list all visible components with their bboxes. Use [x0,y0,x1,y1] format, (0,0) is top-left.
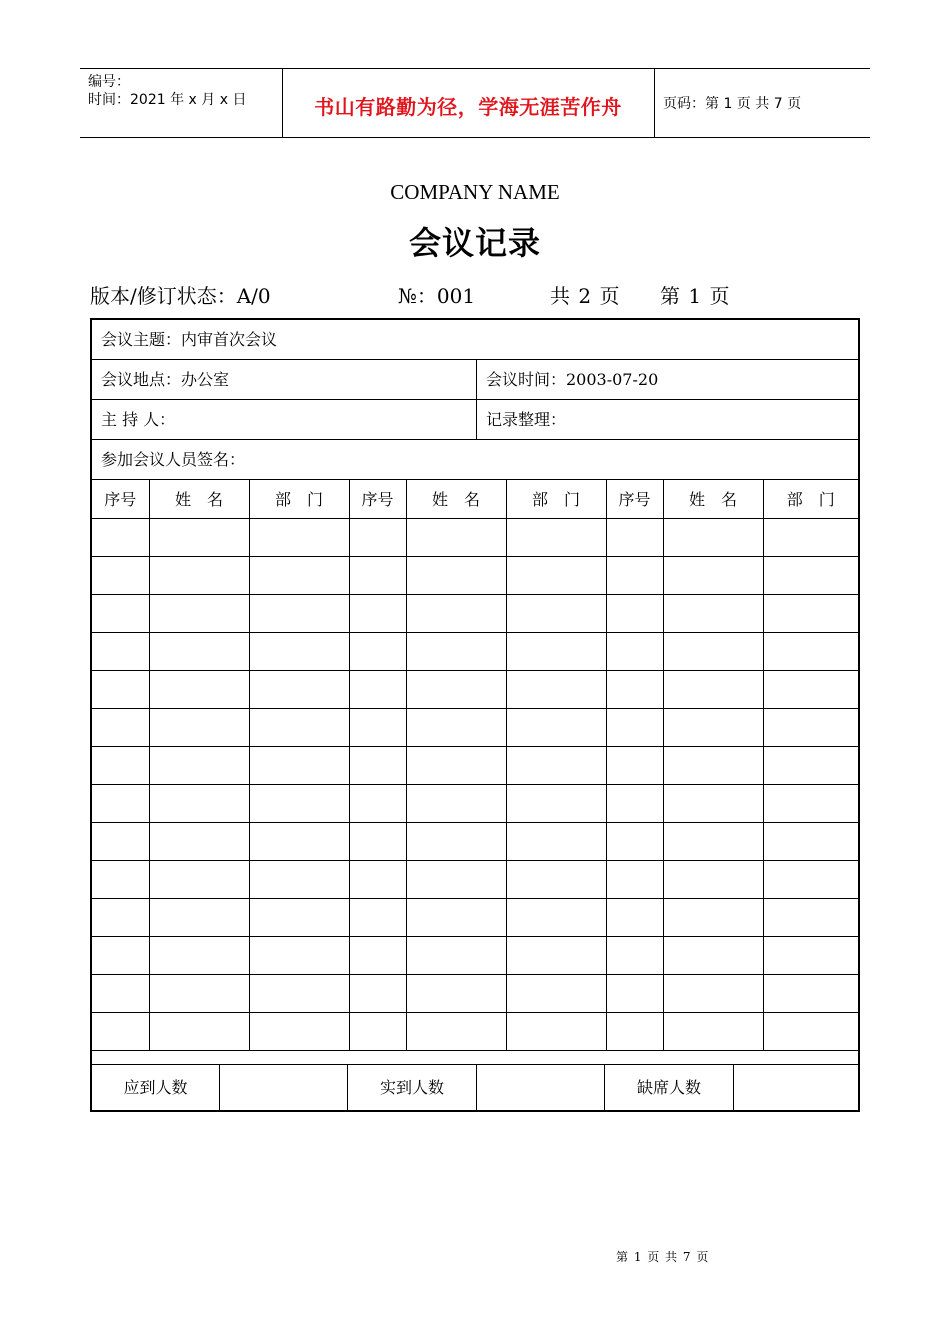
attendee-cell[interactable] [92,594,149,632]
attendee-cell[interactable] [406,860,506,898]
column-header: 序号 [92,480,149,518]
attendee-cell[interactable] [606,784,663,822]
attendee-cell[interactable] [249,784,349,822]
version-status: 版本/修订状态：A/0 [90,284,271,308]
attendee-cell[interactable] [249,936,349,974]
attendee-cell[interactable] [506,670,606,708]
attendance-counts-row [92,1064,858,1110]
attendee-cell[interactable] [149,708,249,746]
attendee-cell[interactable] [249,860,349,898]
attendee-cell[interactable] [763,898,858,936]
attendee-cell[interactable] [349,632,406,670]
attendee-cell[interactable] [249,974,349,1012]
attendee-cell[interactable] [606,670,663,708]
attendee-cell[interactable] [249,518,349,556]
attendee-cell[interactable] [349,708,406,746]
attendees-label: 参加会议人员签名： [101,450,246,469]
attendee-cell[interactable] [506,632,606,670]
attendee-row [92,1012,858,1050]
attendee-cell[interactable] [506,822,606,860]
attendee-table-header [92,480,858,518]
attendee-cell[interactable] [249,594,349,632]
attendee-cell[interactable] [663,594,763,632]
attendee-cell[interactable] [406,746,506,784]
attendee-cell[interactable] [763,632,858,670]
attendee-cell[interactable] [249,670,349,708]
attendee-row [92,670,858,708]
attendee-cell[interactable] [606,518,663,556]
absent-count-label: 缺席人数 [605,1065,734,1110]
attendee-cell[interactable] [663,746,763,784]
attendee-cell[interactable] [406,556,506,594]
attendee-cell[interactable] [763,784,858,822]
attendee-cell[interactable] [506,518,606,556]
column-header: 序号 [606,480,663,518]
attendee-cell[interactable] [149,518,249,556]
attendee-cell[interactable] [606,822,663,860]
attendee-row [92,518,858,556]
attendee-cell[interactable] [149,974,249,1012]
attendee-cell[interactable] [349,670,406,708]
column-header: 部 门 [506,480,606,518]
company-name: COMPANY NAME [390,180,560,204]
attendee-cell[interactable] [249,1012,349,1050]
attendee-cell[interactable] [663,860,763,898]
attendee-cell[interactable] [763,670,858,708]
attendee-table [92,480,858,1051]
attendee-cell[interactable] [663,974,763,1012]
attendee-cell[interactable] [92,784,149,822]
column-header: 姓 名 [149,480,249,518]
attendee-row [92,708,858,746]
expected-count-value[interactable] [220,1065,348,1110]
attendee-row [92,556,858,594]
attendee-row [92,936,858,974]
attendee-cell[interactable] [506,936,606,974]
attendee-cell[interactable] [606,708,663,746]
attendee-cell[interactable] [763,708,858,746]
attendee-cell[interactable] [92,822,149,860]
actual-count-value[interactable] [477,1065,605,1110]
attendee-cell[interactable] [349,518,406,556]
attendee-cell[interactable] [349,784,406,822]
attendee-cell[interactable] [663,1012,763,1050]
meeting-time: 会议时间：2003-07-20 [486,370,659,389]
page-footer: 第 1 页 共 7 页 [616,1250,710,1264]
column-header: 姓 名 [406,480,506,518]
attendee-cell[interactable] [506,898,606,936]
attendee-cell[interactable] [406,518,506,556]
expected-count-label: 应到人数 [92,1065,220,1110]
attendee-cell[interactable] [406,822,506,860]
attendee-cell[interactable] [92,556,149,594]
attendee-cell[interactable] [149,1012,249,1050]
column-header: 序号 [349,480,406,518]
attendee-cell[interactable] [406,784,506,822]
attendee-cell[interactable] [406,898,506,936]
attendee-cell[interactable] [506,594,606,632]
attendee-cell[interactable] [506,708,606,746]
meeting-location: 会议地点：办公室 [101,370,230,389]
attendee-cell[interactable] [663,784,763,822]
attendee-cell[interactable] [663,670,763,708]
host-recorder-row [92,400,858,440]
attendee-cell[interactable] [606,556,663,594]
attendee-cell[interactable] [249,822,349,860]
attendee-cell[interactable] [506,860,606,898]
attendee-cell[interactable] [606,898,663,936]
attendee-cell[interactable] [349,936,406,974]
attendee-row [92,822,858,860]
attendee-row [92,746,858,784]
header-time-label: 时间：2021 年 x 月 x 日 [88,92,247,108]
attendee-cell[interactable] [606,936,663,974]
attendee-cell[interactable] [606,974,663,1012]
attendee-cell[interactable] [92,974,149,1012]
attendee-cell[interactable] [406,594,506,632]
attendee-row [92,784,858,822]
column-header: 部 门 [763,480,858,518]
attendee-cell[interactable] [763,936,858,974]
attendee-cell[interactable] [92,632,149,670]
attendee-cell[interactable] [763,822,858,860]
attendee-cell[interactable] [506,746,606,784]
attendee-cell[interactable] [406,1012,506,1050]
attendee-row [92,860,858,898]
meeting-recorder: 记录整理： [486,410,567,429]
attendee-cell[interactable] [349,898,406,936]
attendee-row [92,898,858,936]
attendee-cell[interactable] [149,822,249,860]
attendee-cell[interactable] [406,670,506,708]
attendee-cell[interactable] [406,974,506,1012]
meeting-host: 主 持 人： [101,410,176,429]
attendee-cell[interactable] [763,1012,858,1050]
attendee-cell[interactable] [606,1012,663,1050]
attendee-cell[interactable] [506,784,606,822]
attendee-row [92,974,858,1012]
attendee-cell[interactable] [349,746,406,784]
attendee-cell[interactable] [663,632,763,670]
attendee-cell[interactable] [663,518,763,556]
column-header: 部 门 [249,480,349,518]
attendee-cell[interactable] [92,860,149,898]
document-title: 会议记录 [408,224,541,262]
attendee-cell[interactable] [349,556,406,594]
attendee-cell[interactable] [149,860,249,898]
attendee-cell[interactable] [149,784,249,822]
attendee-cell[interactable] [149,594,249,632]
meeting-topic: 会议主题：内审首次会议 [101,330,278,349]
attendee-cell[interactable] [149,670,249,708]
topic-row [92,320,858,360]
attendee-cell[interactable] [606,632,663,670]
attendee-cell[interactable] [606,594,663,632]
attendee-cell[interactable] [349,974,406,1012]
attendee-cell[interactable] [92,1012,149,1050]
attendee-cell[interactable] [763,974,858,1012]
attendee-cell[interactable] [663,898,763,936]
attendee-cell[interactable] [663,708,763,746]
attendee-cell[interactable] [92,746,149,784]
attendee-cell[interactable] [149,898,249,936]
total-pages: 共 2 页 [550,284,621,308]
page-header [80,68,870,138]
actual-count-label: 实到人数 [348,1065,477,1110]
attendee-cell[interactable] [763,746,858,784]
attendee-cell[interactable] [406,632,506,670]
attendee-cell[interactable] [349,1012,406,1050]
location-time-row [92,360,858,400]
attendee-cell[interactable] [249,632,349,670]
absent-count-value[interactable] [734,1065,858,1110]
attendee-cell[interactable] [249,746,349,784]
document-number: №：001 [398,284,476,308]
attendee-cell[interactable] [92,670,149,708]
attendee-cell[interactable] [663,822,763,860]
attendee-row [92,632,858,670]
meeting-record-form [90,318,860,1112]
attendee-cell[interactable] [506,974,606,1012]
attendee-cell[interactable] [249,708,349,746]
attendee-cell[interactable] [249,898,349,936]
attendee-cell[interactable] [92,708,149,746]
attendees-label-row [92,440,858,480]
attendee-cell[interactable] [349,594,406,632]
attendee-cell[interactable] [506,1012,606,1050]
attendee-cell[interactable] [406,708,506,746]
attendee-cell[interactable] [763,518,858,556]
attendee-cell[interactable] [606,860,663,898]
attendee-cell[interactable] [149,556,249,594]
attendee-cell[interactable] [149,632,249,670]
attendee-cell[interactable] [763,556,858,594]
attendee-cell[interactable] [663,556,763,594]
header-page-code: 页码：第 1 页 共 7 页 [663,96,802,112]
attendee-cell[interactable] [149,746,249,784]
header-motto: 书山有路勤为径，学海无涯苦作舟 [314,94,622,119]
header-meta-cell [80,69,283,137]
header-number-label: 编号： [88,74,130,90]
current-page: 第 1 页 [660,284,731,308]
header-motto-cell [282,69,655,137]
attendee-cell[interactable] [506,556,606,594]
attendee-cell[interactable] [763,860,858,898]
attendee-row [92,594,858,632]
attendee-cell[interactable] [349,860,406,898]
attendee-cell[interactable] [149,936,249,974]
column-header: 姓 名 [663,480,763,518]
attendee-cell[interactable] [606,746,663,784]
attendee-cell[interactable] [349,822,406,860]
attendee-cell[interactable] [663,936,763,974]
attendee-cell[interactable] [406,936,506,974]
attendee-cell[interactable] [249,556,349,594]
attendee-cell[interactable] [92,518,149,556]
attendee-cell[interactable] [92,936,149,974]
attendee-cell[interactable] [92,898,149,936]
attendee-cell[interactable] [763,594,858,632]
